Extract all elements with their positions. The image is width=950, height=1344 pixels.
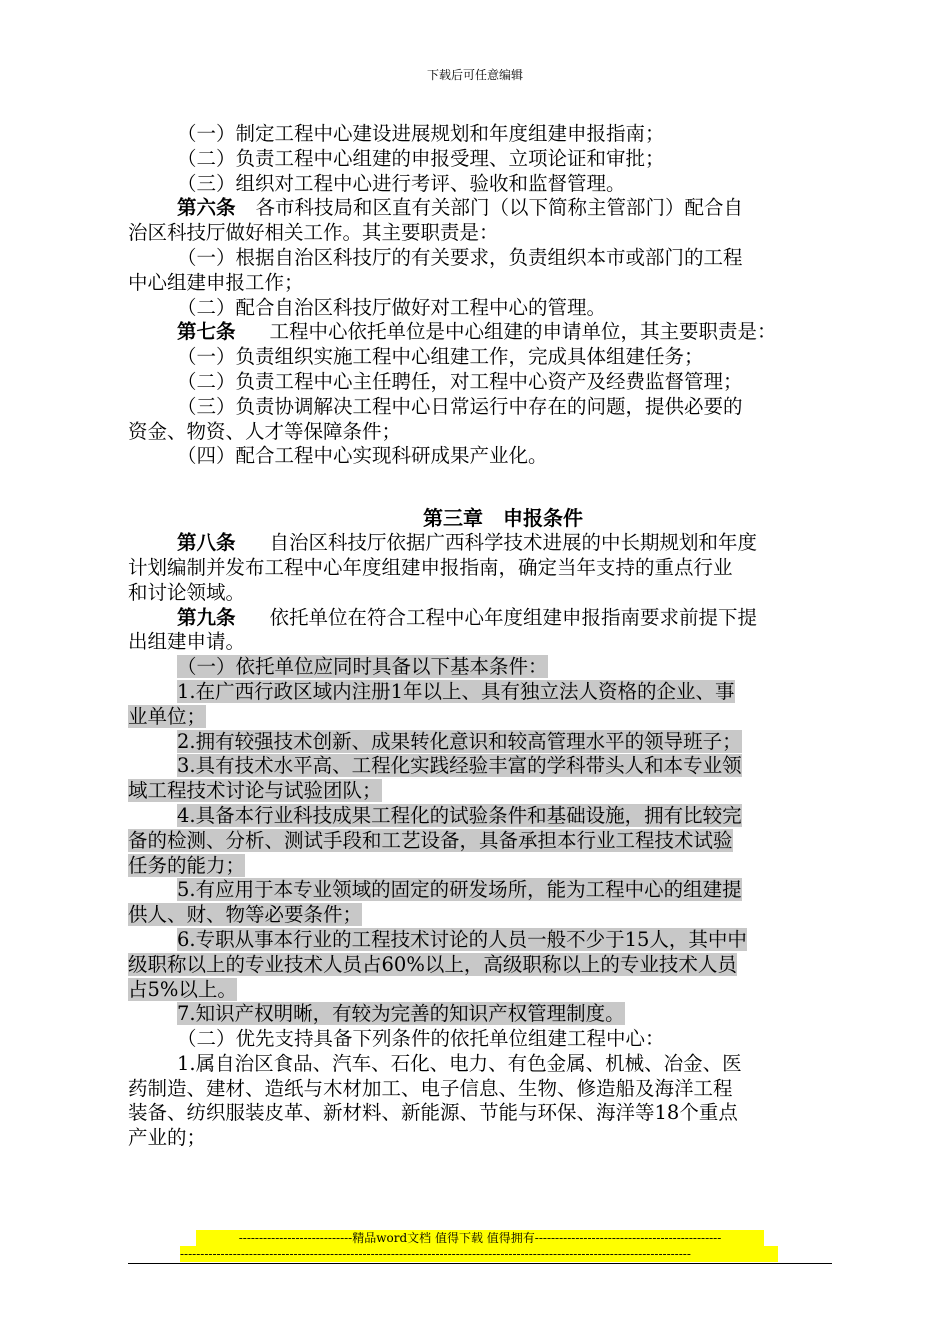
highlighted-text: 6.专职从事本行业的工程技术讨论的人员一般不少于15人，其中中 bbox=[177, 927, 747, 951]
article-text: 各市科技局和区直有关部门（以下简称主管部门）配合自 bbox=[255, 196, 744, 220]
text-line bbox=[128, 680, 838, 705]
highlighted-text: 1.在广西行政区域内注册1年以上、具有独立法人资格的企业、事 bbox=[177, 679, 735, 703]
article-text: 工程中心依托单位是中心组建的申请单位，其主要职责是： bbox=[269, 320, 777, 344]
footer-dashes: ------------------------------------------------------------------------------------------------------------------------------ bbox=[180, 1246, 778, 1262]
text-line bbox=[128, 705, 838, 730]
highlighted-text: 7.知识产权明晰，有较为完善的知识产权管理制度。 bbox=[177, 1002, 625, 1026]
text-line bbox=[128, 928, 838, 953]
text-line: （二）负责工程中心主任聘任，对工程中心资产及经费监督管理； bbox=[177, 369, 743, 393]
text-line bbox=[128, 829, 838, 854]
text-line bbox=[128, 779, 838, 804]
text-line: （二）优先支持具备下列条件的依托单位组建工程中心： bbox=[177, 1027, 665, 1051]
highlighted-text: 5.有应用于本专业领域的固定的研发场所，能为工程中心的组建提 bbox=[177, 878, 742, 902]
highlighted-text: 供人、财、物等必要条件； bbox=[128, 903, 363, 927]
text-line: （三）组织对工程中心进行考评、验收和监督管理。 bbox=[177, 171, 626, 195]
page-header: 下载后可任意编辑 bbox=[426, 68, 523, 82]
article-label: 第九条 bbox=[177, 605, 236, 629]
highlighted-text: 备的检测、分析、测试手段和工艺设备，具备承担本行业工程技术试验 bbox=[128, 828, 733, 852]
article-label: 第六条 bbox=[177, 196, 236, 220]
article-line bbox=[128, 531, 838, 556]
text-line bbox=[128, 854, 838, 879]
highlighted-text: 任务的能力； bbox=[128, 853, 246, 877]
article-line bbox=[128, 606, 838, 631]
highlighted-text: 3.具有技术水平高、工程化实践经验丰富的学科带头人和本专业领 bbox=[177, 754, 742, 778]
text-line: 中心组建申报工作； bbox=[128, 270, 304, 294]
text-line: 出组建申请。 bbox=[128, 630, 246, 654]
text-line: （一）根据自治区科技厅的有关要求，负责组织本市或部门的工程 bbox=[177, 245, 743, 269]
footer-rule bbox=[128, 1263, 832, 1264]
text-line: 药制造、建材、造纸与木材加工、电子信息、生物、修造船及海洋工程 bbox=[128, 1076, 733, 1100]
text-line bbox=[128, 1002, 838, 1027]
text-line: 和讨论领域。 bbox=[128, 580, 246, 604]
text-line: 治区科技厅做好相关工作。其主要职责是： bbox=[128, 221, 499, 245]
article-text: 依托单位在符合工程中心年度组建申报指南要求前提下提 bbox=[269, 605, 758, 629]
text-line: 装备、纺织服装皮革、新材料、新能源、节能与环保、海洋等18个重点 bbox=[128, 1101, 738, 1125]
text-line: （二）配合自治区科技厅做好对工程中心的管理。 bbox=[177, 295, 607, 319]
text-line: （一）制定工程中心建设进展规划和年度组建申报指南； bbox=[177, 122, 665, 145]
document-body bbox=[128, 122, 838, 1151]
text-line: 1.属自治区食品、汽车、石化、电力、有色金属、机械、冶金、医 bbox=[177, 1051, 742, 1075]
article-text: 自治区科技厅依据广西科学技术进展的中长期规划和年度 bbox=[269, 531, 758, 555]
highlighted-text: 占5%以上。 bbox=[128, 977, 237, 1001]
article-line bbox=[128, 196, 838, 221]
article-label: 第七条 bbox=[177, 320, 236, 344]
text-line bbox=[128, 730, 838, 755]
highlighted-text: 2.拥有较强技术创新、成果转化意识和较高管理水平的领导班子； bbox=[177, 729, 742, 753]
text-line: （四）配合工程中心实现科研成果产业化。 bbox=[177, 444, 548, 468]
text-line: （二）负责工程中心组建的申报受理、立项论证和审批； bbox=[177, 146, 665, 170]
article-line bbox=[128, 320, 838, 345]
text-line: （三）负责协调解决工程中心日常运行中存在的问题，提供必要的 bbox=[177, 394, 743, 418]
highlighted-text: （一）依托单位应同时具备以下基本条件： bbox=[177, 655, 548, 679]
footer-banner: ----------------------------精品word文档 值得下载 值得拥有---------------------------------------------- bbox=[196, 1230, 764, 1246]
text-line: 计划编制并发布工程中心年度组建申报指南，确定当年支持的重点行业 bbox=[128, 555, 733, 579]
text-line: （一）负责组织实施工程中心组建工作，完成具体组建任务； bbox=[177, 345, 704, 369]
text-line bbox=[128, 655, 838, 680]
text-line bbox=[128, 804, 838, 829]
highlighted-text: 级职称以上的专业技术人员占60%以上，高级职称以上的专业技术人员 bbox=[128, 952, 737, 976]
text-line bbox=[128, 978, 838, 1003]
text-line bbox=[128, 953, 838, 978]
text-line: 资金、物资、人才等保障条件； bbox=[128, 419, 402, 443]
text-line bbox=[128, 754, 838, 779]
text-line: 产业的； bbox=[128, 1126, 207, 1150]
text-line bbox=[128, 903, 838, 928]
text-line bbox=[128, 878, 838, 903]
article-label: 第八条 bbox=[177, 531, 236, 555]
highlighted-text: 域工程技术讨论与试验团队； bbox=[128, 779, 382, 803]
chapter-heading: 第三章 申报条件 bbox=[423, 506, 583, 531]
highlighted-text: 业单位； bbox=[128, 704, 207, 728]
highlighted-text: 4.具备本行业科技成果工程化的试验条件和基础设施，拥有比较完 bbox=[177, 803, 742, 827]
